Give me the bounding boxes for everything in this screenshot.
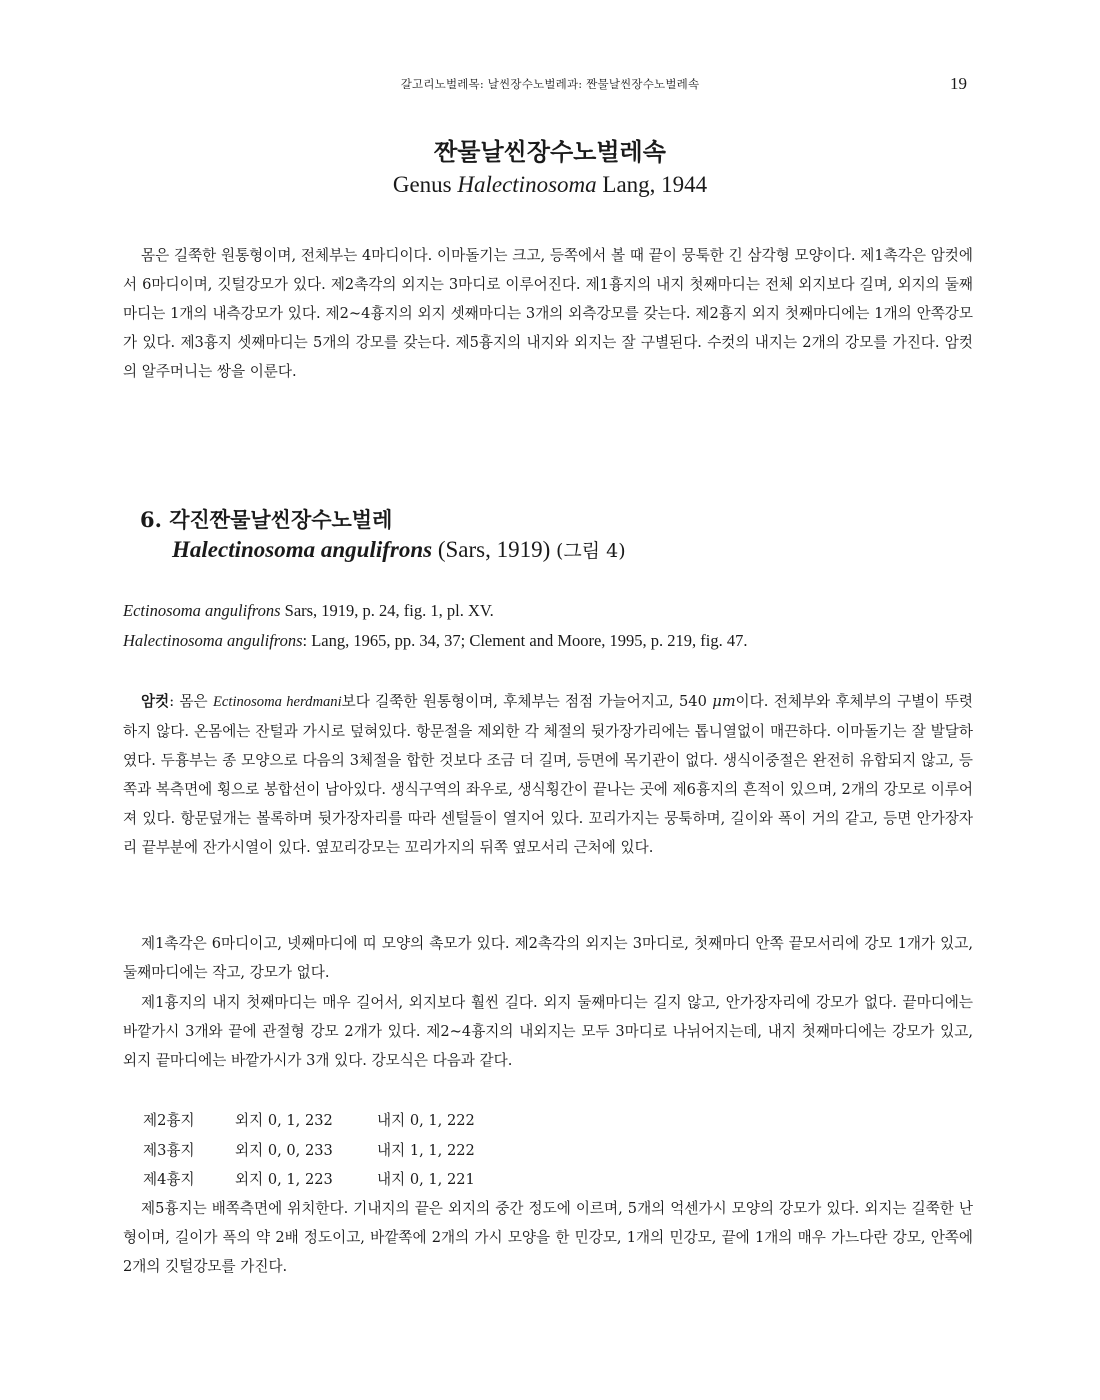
figure-reference: (그림 4)	[556, 540, 626, 562]
setal-formula-row	[143, 1169, 475, 1191]
female-label: 암컷	[141, 693, 170, 710]
species-heading: 6. 각진짠물날씬장수노벌레	[140, 507, 393, 532]
synonym-reference: Sars, 1919, p. 24, fig. 1, pl. XV.	[280, 601, 494, 620]
exopod-formula: 외지 0, 1, 232	[235, 1112, 333, 1129]
comparison-species: Ectinosoma herdmani	[213, 694, 342, 710]
female-text: 이다. 전체부와 후체부의 구별이 뚜렷하지 않다. 온몸에는 잔털과 가시로 덮혀있다. 항문절을 제외한 각 체절의 뒷가장가리에는 톱니열없이 매끈하다. 이마돌기는 잘 발달하였다. 두흉부는 종 모양으로 다음의 3체절을 합한 것보다 조금 더 길며, 등면에 목기관이 없다. 생식이중절은 완전히 유합되지 않고, 등쪽과 복측면에 횡으로 봉합선이 남아있다. 생식구역의 좌우로, 생식횡간이 끝나는 곳에 제6흉지의 흔적이 있으며, 2개의 강모로 이루어져 있다. 항문덮개는 볼록하며 뒷가장자리를 따라 센털들이 열지어 있다. 꼬리가지는 뭉툭하며, 길이와 폭이 거의 같고, 등면 안가장자리 끝부분에 잔가시열이 있다. 옆꼬리강모는 꼬리가지의 뒤쪽 옆모서리 근처에 있다.	[123, 693, 974, 856]
synonym-entry	[123, 600, 494, 622]
leg-label: 제3흉지	[143, 1142, 195, 1159]
leg-label: 제2흉지	[143, 1112, 195, 1129]
setal-formula-row	[143, 1110, 475, 1132]
endopod-formula: 내지 0, 1, 221	[377, 1171, 475, 1188]
endopod-formula: 내지 0, 1, 222	[377, 1112, 475, 1129]
species-authority: (Sars, 1919)	[432, 537, 557, 562]
female-text: : 몸은	[169, 693, 213, 710]
female-description	[123, 687, 973, 862]
genus-authority: Lang, 1944	[596, 172, 708, 197]
female-text: 보다 길쭉한 원통형이며, 후체부는 점점 가늘어지고, 540	[341, 693, 713, 710]
page-number: 19	[950, 74, 967, 93]
synonym-name: Halectinosoma angulifrons	[123, 631, 303, 650]
species-binomial: Halectinosoma angulifrons	[172, 537, 433, 562]
antenna-description: 제1촉각은 6마디이고, 넷째마디에 띠 모양의 촉모가 있다. 제2촉각의 외지는 3마디로, 첫째마디 안쪽 끝모서리에 강모 1개가 있고, 둘째마디에는 작고, 강모가 없다.	[123, 935, 973, 981]
genus-name: Halectinosoma	[457, 172, 597, 197]
genus-prefix: Genus	[392, 172, 458, 197]
genus-description: 몸은 길쭉한 원통형이며, 전체부는 4마디이다. 이마돌기는 크고, 등쪽에서 볼 때 끝이 뭉툭한 긴 삼각형 모양이다. 제1촉각은 암컷에서 6마디이며, 깃털강모가 있다. 제2촉각의 외지는 3마디로 이루어진다. 제1흉지의 내지 첫째마디는 전체 외지보다 길며, 외지의 둘째마디는 1개의 내측강모가 있다. 제2~4흉지의 외지 셋째마디는 3개의 외측강모를 갖는다. 제2흉지 외지 첫째마디에는 1개의 안쪽강모가 있다. 제3흉지 셋째마디는 5개의 강모를 갖는다. 제5흉지의 내지와 외지는 잘 구별된다. 수컷의 내지는 2개의 강모를 가진다. 암컷의 알주머니는 쌍을 이룬다.	[123, 247, 973, 380]
setal-formula-row	[143, 1140, 475, 1162]
leg-label: 제4흉지	[143, 1171, 195, 1188]
genus-title-korean: 짠물날씬장수노벌레속	[434, 137, 666, 166]
exopod-formula: 외지 0, 0, 233	[235, 1142, 333, 1159]
synonym-name: Ectinosoma angulifrons	[123, 601, 281, 620]
leg-description: 제1흉지의 내지 첫째마디는 매우 길어서, 외지보다 훨씬 길다. 외지 둘째마디는 길지 않고, 안가장자리에 강모가 없다. 끝마디에는 바깥가시 3개와 끝에 관절형 강모 2개가 있다. 제2~4흉지의 내외지는 모두 3마디로 나뉘어지는데, 내지 첫째마디에는 강모가 있고, 외지 끝마디에는 바깥가시가 3개 있다. 강모식은 다음과 같다.	[123, 994, 973, 1069]
species-scientific-name	[172, 536, 626, 565]
synonym-entry	[123, 630, 748, 652]
unit-micrometer: μm	[712, 693, 736, 710]
synonym-reference: : Lang, 1965, pp. 34, 37; Clement and Moore, 1995, p. 219, fig. 47.	[302, 631, 748, 650]
fifth-leg-description: 제5흉지는 배쪽측면에 위치한다. 기내지의 끝은 외지의 중간 정도에 이르며, 5개의 억센가시 모양의 강모가 있다. 외지는 길쭉한 난형이며, 길이가 폭의 약 2배 정도이고, 바깥쪽에 2개의 가시 모양을 한 민강모, 1개의 민강모, 끝에 1개의 매우 가느다란 강모, 안쪽에 2개의 깃털강모를 가진다.	[123, 1200, 973, 1275]
exopod-formula: 외지 0, 1, 223	[235, 1171, 333, 1188]
endopod-formula: 내지 1, 1, 222	[377, 1142, 475, 1159]
genus-title-latin	[0, 172, 1100, 198]
running-head: 갈고리노벌레목: 날씬장수노벌레과: 짠물날씬장수노벌레속	[400, 77, 700, 91]
